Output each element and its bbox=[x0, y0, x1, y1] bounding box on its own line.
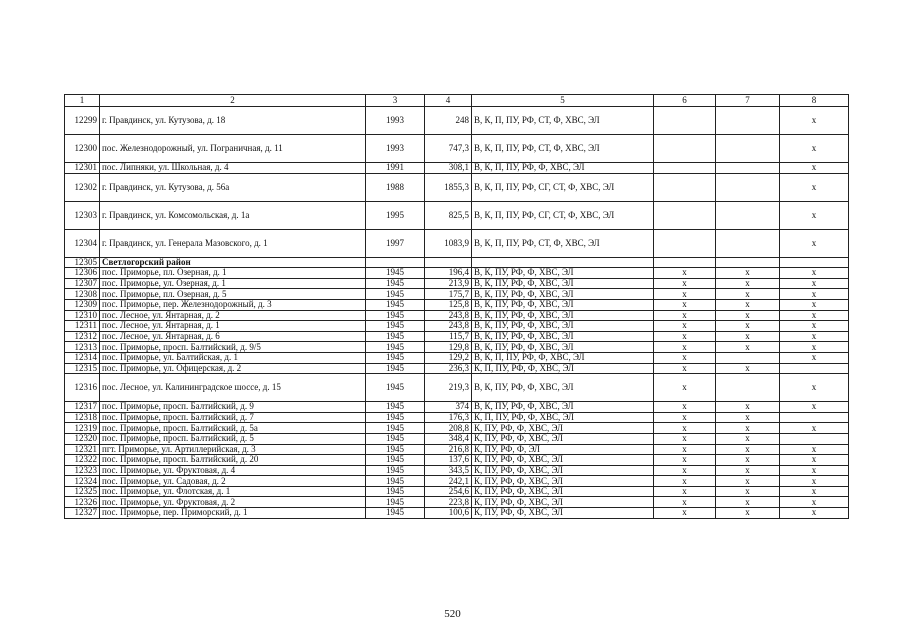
equipment-cell: К, ПУ, РФ, Ф, ХВС, ЭЛ bbox=[472, 423, 654, 434]
table-row bbox=[65, 444, 849, 455]
col8-mark-cell bbox=[780, 257, 849, 268]
year-cell: 1945 bbox=[366, 476, 425, 487]
col8-mark-cell: х bbox=[780, 278, 849, 289]
year-cell: 1945 bbox=[366, 486, 425, 497]
col7-mark-cell: х bbox=[716, 508, 780, 519]
address-cell: пос. Приморье, пл. Озерная, д. 5 bbox=[100, 289, 366, 300]
col7-mark-cell bbox=[716, 257, 780, 268]
col6-mark-cell: х bbox=[654, 476, 716, 487]
table-row bbox=[65, 201, 849, 229]
col7-mark-cell bbox=[716, 173, 780, 201]
equipment-cell: К, ПУ, РФ, Ф, ХВС, ЭЛ bbox=[472, 486, 654, 497]
equipment-cell bbox=[472, 257, 654, 268]
col8-mark-cell: х bbox=[780, 173, 849, 201]
area-cell: 196,4 bbox=[425, 268, 472, 279]
table-row bbox=[65, 135, 849, 163]
equipment-cell: В, К, П, ПУ, РФ, СТ, Ф, ХВС, ЭЛ bbox=[472, 107, 654, 135]
equipment-cell: В, К, ПУ, РФ, Ф, ХВС, ЭЛ bbox=[472, 321, 654, 332]
year-cell: 1945 bbox=[366, 455, 425, 466]
row-number-cell: 12323 bbox=[65, 465, 100, 476]
address-cell: пос. Приморье, просп. Балтийский, д. 7 bbox=[100, 412, 366, 423]
table-row bbox=[65, 268, 849, 279]
year-cell: 1945 bbox=[366, 402, 425, 413]
address-cell: пос. Приморье, ул. Офицерская, д. 2 bbox=[100, 363, 366, 374]
col6-mark-cell bbox=[654, 173, 716, 201]
row-number-cell: 12307 bbox=[65, 278, 100, 289]
address-cell: пос. Приморье, просп. Балтийский, д. 5 bbox=[100, 433, 366, 444]
col6-mark-cell: х bbox=[654, 352, 716, 363]
table-row bbox=[65, 374, 849, 402]
area-cell: 825,5 bbox=[425, 201, 472, 229]
year-cell: 1945 bbox=[366, 444, 425, 455]
equipment-cell: В, К, П, ПУ, РФ, Ф, ХВС, ЭЛ bbox=[472, 352, 654, 363]
equipment-cell: В, К, П, ПУ, РФ, Ф, ХВС, ЭЛ bbox=[472, 163, 654, 174]
row-number-cell: 12303 bbox=[65, 201, 100, 229]
col6-mark-cell: х bbox=[654, 497, 716, 508]
row-number-cell: 12308 bbox=[65, 289, 100, 300]
row-number-cell: 12315 bbox=[65, 363, 100, 374]
row-number-cell: 12316 bbox=[65, 374, 100, 402]
col8-mark-cell: х bbox=[780, 268, 849, 279]
table-row bbox=[65, 433, 849, 444]
col6-mark-cell: х bbox=[654, 268, 716, 279]
region-row bbox=[65, 257, 849, 268]
address-cell: пос. Приморье, просп. Балтийский, д. 9/5 bbox=[100, 342, 366, 353]
col6-mark-cell: х bbox=[654, 412, 716, 423]
address-cell: пос. Приморье, ул. Флотская, д. 1 bbox=[100, 486, 366, 497]
address-cell: г. Правдинск, ул. Кутузова, д. 18 bbox=[100, 107, 366, 135]
header-cell-8: 8 bbox=[780, 95, 849, 107]
equipment-cell: В, К, ПУ, РФ, Ф, ХВС, ЭЛ bbox=[472, 342, 654, 353]
col8-mark-cell: х bbox=[780, 310, 849, 321]
area-cell bbox=[425, 257, 472, 268]
col8-mark-cell: х bbox=[780, 352, 849, 363]
col7-mark-cell: х bbox=[716, 310, 780, 321]
col8-mark-cell: х bbox=[780, 229, 849, 257]
year-cell: 1945 bbox=[366, 278, 425, 289]
row-number-cell: 12314 bbox=[65, 352, 100, 363]
equipment-cell: В, К, П, ПУ, РФ, СГ, СТ, Ф, ХВС, ЭЛ bbox=[472, 173, 654, 201]
row-number-cell: 12310 bbox=[65, 310, 100, 321]
area-cell: 1083,9 bbox=[425, 229, 472, 257]
col6-mark-cell: х bbox=[654, 342, 716, 353]
row-number-cell: 12318 bbox=[65, 412, 100, 423]
header-cell-1: 1 bbox=[65, 95, 100, 107]
equipment-cell: В, К, П, ПУ, РФ, СТ, Ф, ХВС, ЭЛ bbox=[472, 229, 654, 257]
year-cell: 1945 bbox=[366, 508, 425, 519]
col6-mark-cell bbox=[654, 135, 716, 163]
col6-mark-cell: х bbox=[654, 331, 716, 342]
address-cell: пос. Липняки, ул. Школьная, д. 4 bbox=[100, 163, 366, 174]
table-row bbox=[65, 163, 849, 174]
address-cell: пос. Приморье, пл. Озерная, д. 1 bbox=[100, 268, 366, 279]
col7-mark-cell: х bbox=[716, 289, 780, 300]
page-number: 520 bbox=[444, 608, 461, 620]
col8-mark-cell: х bbox=[780, 135, 849, 163]
col7-mark-cell bbox=[716, 163, 780, 174]
area-cell: 343,5 bbox=[425, 465, 472, 476]
header-cell-2: 2 bbox=[100, 95, 366, 107]
col7-mark-cell: х bbox=[716, 433, 780, 444]
equipment-cell: К, ПУ, РФ, Ф, ХВС, ЭЛ bbox=[472, 465, 654, 476]
col7-mark-cell bbox=[716, 201, 780, 229]
address-cell: г. Правдинск, ул. Генерала Мазовского, д. 1 bbox=[100, 229, 366, 257]
col8-mark-cell: х bbox=[780, 107, 849, 135]
address-cell: пос. Приморье, просп. Балтийский, д. 5а bbox=[100, 423, 366, 434]
table-row bbox=[65, 107, 849, 135]
address-cell: пос. Приморье, пер. Железнодорожный, д. 3 bbox=[100, 299, 366, 310]
col6-mark-cell: х bbox=[654, 310, 716, 321]
year-cell: 1945 bbox=[366, 497, 425, 508]
equipment-cell: В, К, ПУ, РФ, Ф, ХВС, ЭЛ bbox=[472, 402, 654, 413]
table-body bbox=[65, 95, 849, 519]
col8-mark-cell: х bbox=[780, 476, 849, 487]
row-number-cell: 12313 bbox=[65, 342, 100, 353]
address-cell: пос. Лесное, ул. Янтарная, д. 6 bbox=[100, 331, 366, 342]
row-number-cell: 12322 bbox=[65, 455, 100, 466]
col7-mark-cell bbox=[716, 107, 780, 135]
col6-mark-cell bbox=[654, 163, 716, 174]
area-cell: 223,8 bbox=[425, 497, 472, 508]
col8-mark-cell bbox=[780, 363, 849, 374]
row-number-cell: 12301 bbox=[65, 163, 100, 174]
address-cell: пос. Приморье, ул. Озерная, д. 1 bbox=[100, 278, 366, 289]
area-cell: 374 bbox=[425, 402, 472, 413]
year-cell: 1945 bbox=[366, 310, 425, 321]
col7-mark-cell: х bbox=[716, 268, 780, 279]
row-number-cell: 12305 bbox=[65, 257, 100, 268]
year-cell: 1988 bbox=[366, 173, 425, 201]
area-cell: 236,3 bbox=[425, 363, 472, 374]
area-cell: 213,9 bbox=[425, 278, 472, 289]
address-cell: пос. Приморье, ул. Фруктовая, д. 4 bbox=[100, 465, 366, 476]
area-cell: 100,6 bbox=[425, 508, 472, 519]
table-row bbox=[65, 331, 849, 342]
area-cell: 176,3 bbox=[425, 412, 472, 423]
address-cell: пос. Приморье, пер. Приморский, д. 1 bbox=[100, 508, 366, 519]
year-cell: 1945 bbox=[366, 321, 425, 332]
row-number-cell: 12311 bbox=[65, 321, 100, 332]
col8-mark-cell: х bbox=[780, 289, 849, 300]
equipment-cell: В, К, П, ПУ, РФ, СГ, СТ, Ф, ХВС, ЭЛ bbox=[472, 201, 654, 229]
col6-mark-cell bbox=[654, 257, 716, 268]
equipment-cell: К, ПУ, РФ, Ф, ХВС, ЭЛ bbox=[472, 497, 654, 508]
equipment-cell: В, К, ПУ, РФ, Ф, ХВС, ЭЛ bbox=[472, 374, 654, 402]
table-row bbox=[65, 321, 849, 332]
col7-mark-cell: х bbox=[716, 412, 780, 423]
col8-mark-cell: х bbox=[780, 331, 849, 342]
equipment-cell: В, К, ПУ, РФ, Ф, ХВС, ЭЛ bbox=[472, 299, 654, 310]
col7-mark-cell: х bbox=[716, 299, 780, 310]
col7-mark-cell: х bbox=[716, 455, 780, 466]
area-cell: 175,7 bbox=[425, 289, 472, 300]
area-cell: 242,1 bbox=[425, 476, 472, 487]
year-cell: 1993 bbox=[366, 135, 425, 163]
row-number-cell: 12325 bbox=[65, 486, 100, 497]
year-cell: 1945 bbox=[366, 363, 425, 374]
area-cell: 125,8 bbox=[425, 299, 472, 310]
row-number-cell: 12319 bbox=[65, 423, 100, 434]
table-row bbox=[65, 310, 849, 321]
area-cell: 308,1 bbox=[425, 163, 472, 174]
address-cell: Светлогорский район bbox=[100, 257, 366, 268]
col8-mark-cell: х bbox=[780, 163, 849, 174]
table-row bbox=[65, 173, 849, 201]
table-row bbox=[65, 402, 849, 413]
area-cell: 243,8 bbox=[425, 321, 472, 332]
year-cell: 1945 bbox=[366, 374, 425, 402]
area-cell: 129,2 bbox=[425, 352, 472, 363]
col7-mark-cell: х bbox=[716, 321, 780, 332]
col8-mark-cell: х bbox=[780, 465, 849, 476]
equipment-cell: В, К, ПУ, РФ, Ф, ХВС, ЭЛ bbox=[472, 310, 654, 321]
equipment-cell: В, К, ПУ, РФ, Ф, ХВС, ЭЛ bbox=[472, 268, 654, 279]
col6-mark-cell: х bbox=[654, 374, 716, 402]
equipment-cell: В, К, ПУ, РФ, Ф, ХВС, ЭЛ bbox=[472, 331, 654, 342]
header-row bbox=[65, 95, 849, 107]
equipment-cell: К, ПУ, РФ, Ф, ЭЛ bbox=[472, 444, 654, 455]
address-cell: пгт. Приморье, ул. Артиллерийская, д. 3 bbox=[100, 444, 366, 455]
row-number-cell: 12327 bbox=[65, 508, 100, 519]
col8-mark-cell: х bbox=[780, 374, 849, 402]
area-cell: 129,8 bbox=[425, 342, 472, 353]
table-row bbox=[65, 497, 849, 508]
col6-mark-cell: х bbox=[654, 299, 716, 310]
col6-mark-cell: х bbox=[654, 278, 716, 289]
row-number-cell: 12312 bbox=[65, 331, 100, 342]
table-row bbox=[65, 423, 849, 434]
col7-mark-cell bbox=[716, 135, 780, 163]
col6-mark-cell: х bbox=[654, 402, 716, 413]
table-row bbox=[65, 476, 849, 487]
col6-mark-cell: х bbox=[654, 455, 716, 466]
col7-mark-cell bbox=[716, 229, 780, 257]
table-row bbox=[65, 299, 849, 310]
year-cell: 1945 bbox=[366, 465, 425, 476]
equipment-cell: В, К, ПУ, РФ, Ф, ХВС, ЭЛ bbox=[472, 289, 654, 300]
col6-mark-cell: х bbox=[654, 289, 716, 300]
address-cell: пос. Приморье, ул. Фруктовая, д. 2 bbox=[100, 497, 366, 508]
year-cell: 1945 bbox=[366, 331, 425, 342]
table-row bbox=[65, 486, 849, 497]
col6-mark-cell: х bbox=[654, 321, 716, 332]
area-cell: 208,8 bbox=[425, 423, 472, 434]
table-row bbox=[65, 363, 849, 374]
table-row bbox=[65, 455, 849, 466]
equipment-cell: В, К, ПУ, РФ, Ф, ХВС, ЭЛ bbox=[472, 278, 654, 289]
col7-mark-cell: х bbox=[716, 465, 780, 476]
equipment-cell: К, П, ПУ, РФ, Ф, ХВС, ЭЛ bbox=[472, 363, 654, 374]
year-cell: 1991 bbox=[366, 163, 425, 174]
col7-mark-cell: х bbox=[716, 342, 780, 353]
col6-mark-cell bbox=[654, 201, 716, 229]
row-number-cell: 12304 bbox=[65, 229, 100, 257]
col7-mark-cell: х bbox=[716, 402, 780, 413]
area-cell: 747,3 bbox=[425, 135, 472, 163]
table-row bbox=[65, 412, 849, 423]
col6-mark-cell: х bbox=[654, 423, 716, 434]
col8-mark-cell: х bbox=[780, 299, 849, 310]
col6-mark-cell: х bbox=[654, 363, 716, 374]
year-cell bbox=[366, 257, 425, 268]
year-cell: 1945 bbox=[366, 423, 425, 434]
col8-mark-cell: х bbox=[780, 486, 849, 497]
col8-mark-cell: х bbox=[780, 455, 849, 466]
address-cell: г. Правдинск, ул. Комсомольская, д. 1а bbox=[100, 201, 366, 229]
col8-mark-cell: х bbox=[780, 321, 849, 332]
registry-table bbox=[64, 94, 849, 519]
address-cell: пос. Приморье, просп. Балтийский, д. 20 bbox=[100, 455, 366, 466]
area-cell: 348,4 bbox=[425, 433, 472, 444]
row-number-cell: 12302 bbox=[65, 173, 100, 201]
header-cell-6: 6 bbox=[654, 95, 716, 107]
row-number-cell: 12300 bbox=[65, 135, 100, 163]
area-cell: 115,7 bbox=[425, 331, 472, 342]
table-row bbox=[65, 229, 849, 257]
col7-mark-cell: х bbox=[716, 444, 780, 455]
area-cell: 248 bbox=[425, 107, 472, 135]
equipment-cell: К, П, ПУ, РФ, Ф, ХВС, ЭЛ bbox=[472, 412, 654, 423]
table-row bbox=[65, 352, 849, 363]
header-cell-5: 5 bbox=[472, 95, 654, 107]
col7-mark-cell: х bbox=[716, 278, 780, 289]
address-cell: пос. Лесное, ул. Янтарная, д. 2 bbox=[100, 310, 366, 321]
col7-mark-cell: х bbox=[716, 497, 780, 508]
header-cell-4: 4 bbox=[425, 95, 472, 107]
table-row bbox=[65, 465, 849, 476]
col8-mark-cell: х bbox=[780, 497, 849, 508]
row-number-cell: 12299 bbox=[65, 107, 100, 135]
table-row bbox=[65, 342, 849, 353]
address-cell: пос. Приморье, просп. Балтийский, д. 9 bbox=[100, 402, 366, 413]
col6-mark-cell: х bbox=[654, 433, 716, 444]
equipment-cell: К, ПУ, РФ, Ф, ХВС, ЭЛ bbox=[472, 508, 654, 519]
col7-mark-cell bbox=[716, 374, 780, 402]
address-cell: пос. Железнодорожный, ул. Пограничная, д. 11 bbox=[100, 135, 366, 163]
col7-mark-cell: х bbox=[716, 486, 780, 497]
year-cell: 1945 bbox=[366, 342, 425, 353]
col8-mark-cell: х bbox=[780, 201, 849, 229]
address-cell: пос. Приморье, ул. Садовая, д. 2 bbox=[100, 476, 366, 487]
col7-mark-cell: х bbox=[716, 476, 780, 487]
row-number-cell: 12324 bbox=[65, 476, 100, 487]
equipment-cell: К, ПУ, РФ, Ф, ХВС, ЭЛ bbox=[472, 433, 654, 444]
col7-mark-cell: х bbox=[716, 423, 780, 434]
col6-mark-cell bbox=[654, 107, 716, 135]
year-cell: 1945 bbox=[366, 268, 425, 279]
table-row bbox=[65, 278, 849, 289]
col6-mark-cell bbox=[654, 229, 716, 257]
year-cell: 1945 bbox=[366, 289, 425, 300]
address-cell: г. Правдинск, ул. Кутузова, д. 56а bbox=[100, 173, 366, 201]
row-number-cell: 12320 bbox=[65, 433, 100, 444]
col8-mark-cell: х bbox=[780, 423, 849, 434]
row-number-cell: 12326 bbox=[65, 497, 100, 508]
year-cell: 1945 bbox=[366, 352, 425, 363]
col8-mark-cell: х bbox=[780, 444, 849, 455]
year-cell: 1945 bbox=[366, 412, 425, 423]
row-number-cell: 12321 bbox=[65, 444, 100, 455]
address-cell: пос. Лесное, ул. Калининградское шоссе, д. 15 bbox=[100, 374, 366, 402]
col7-mark-cell: х bbox=[716, 331, 780, 342]
equipment-cell: К, ПУ, РФ, Ф, ХВС, ЭЛ bbox=[472, 476, 654, 487]
year-cell: 1945 bbox=[366, 433, 425, 444]
year-cell: 1995 bbox=[366, 201, 425, 229]
col8-mark-cell bbox=[780, 412, 849, 423]
col6-mark-cell: х bbox=[654, 444, 716, 455]
area-cell: 219,3 bbox=[425, 374, 472, 402]
col7-mark-cell: х bbox=[716, 363, 780, 374]
header-cell-7: 7 bbox=[716, 95, 780, 107]
col6-mark-cell: х bbox=[654, 465, 716, 476]
equipment-cell: В, К, П, ПУ, РФ, СТ, Ф, ХВС, ЭЛ bbox=[472, 135, 654, 163]
table-row bbox=[65, 289, 849, 300]
address-cell: пос. Лесное, ул. Янтарная, д. 1 bbox=[100, 321, 366, 332]
col8-mark-cell: х bbox=[780, 508, 849, 519]
area-cell: 137,6 bbox=[425, 455, 472, 466]
year-cell: 1945 bbox=[366, 299, 425, 310]
header-cell-3: 3 bbox=[366, 95, 425, 107]
address-cell: пос. Приморье, ул. Балтийская, д. 1 bbox=[100, 352, 366, 363]
col7-mark-cell bbox=[716, 352, 780, 363]
col8-mark-cell: х bbox=[780, 342, 849, 353]
area-cell: 1855,3 bbox=[425, 173, 472, 201]
table-row bbox=[65, 508, 849, 519]
area-cell: 216,8 bbox=[425, 444, 472, 455]
row-number-cell: 12306 bbox=[65, 268, 100, 279]
row-number-cell: 12309 bbox=[65, 299, 100, 310]
area-cell: 254,6 bbox=[425, 486, 472, 497]
area-cell: 243,8 bbox=[425, 310, 472, 321]
row-number-cell: 12317 bbox=[65, 402, 100, 413]
year-cell: 1993 bbox=[366, 107, 425, 135]
col6-mark-cell: х bbox=[654, 508, 716, 519]
col8-mark-cell bbox=[780, 433, 849, 444]
equipment-cell: К, ПУ, РФ, Ф, ХВС, ЭЛ bbox=[472, 455, 654, 466]
col8-mark-cell: х bbox=[780, 402, 849, 413]
year-cell: 1997 bbox=[366, 229, 425, 257]
col6-mark-cell: х bbox=[654, 486, 716, 497]
